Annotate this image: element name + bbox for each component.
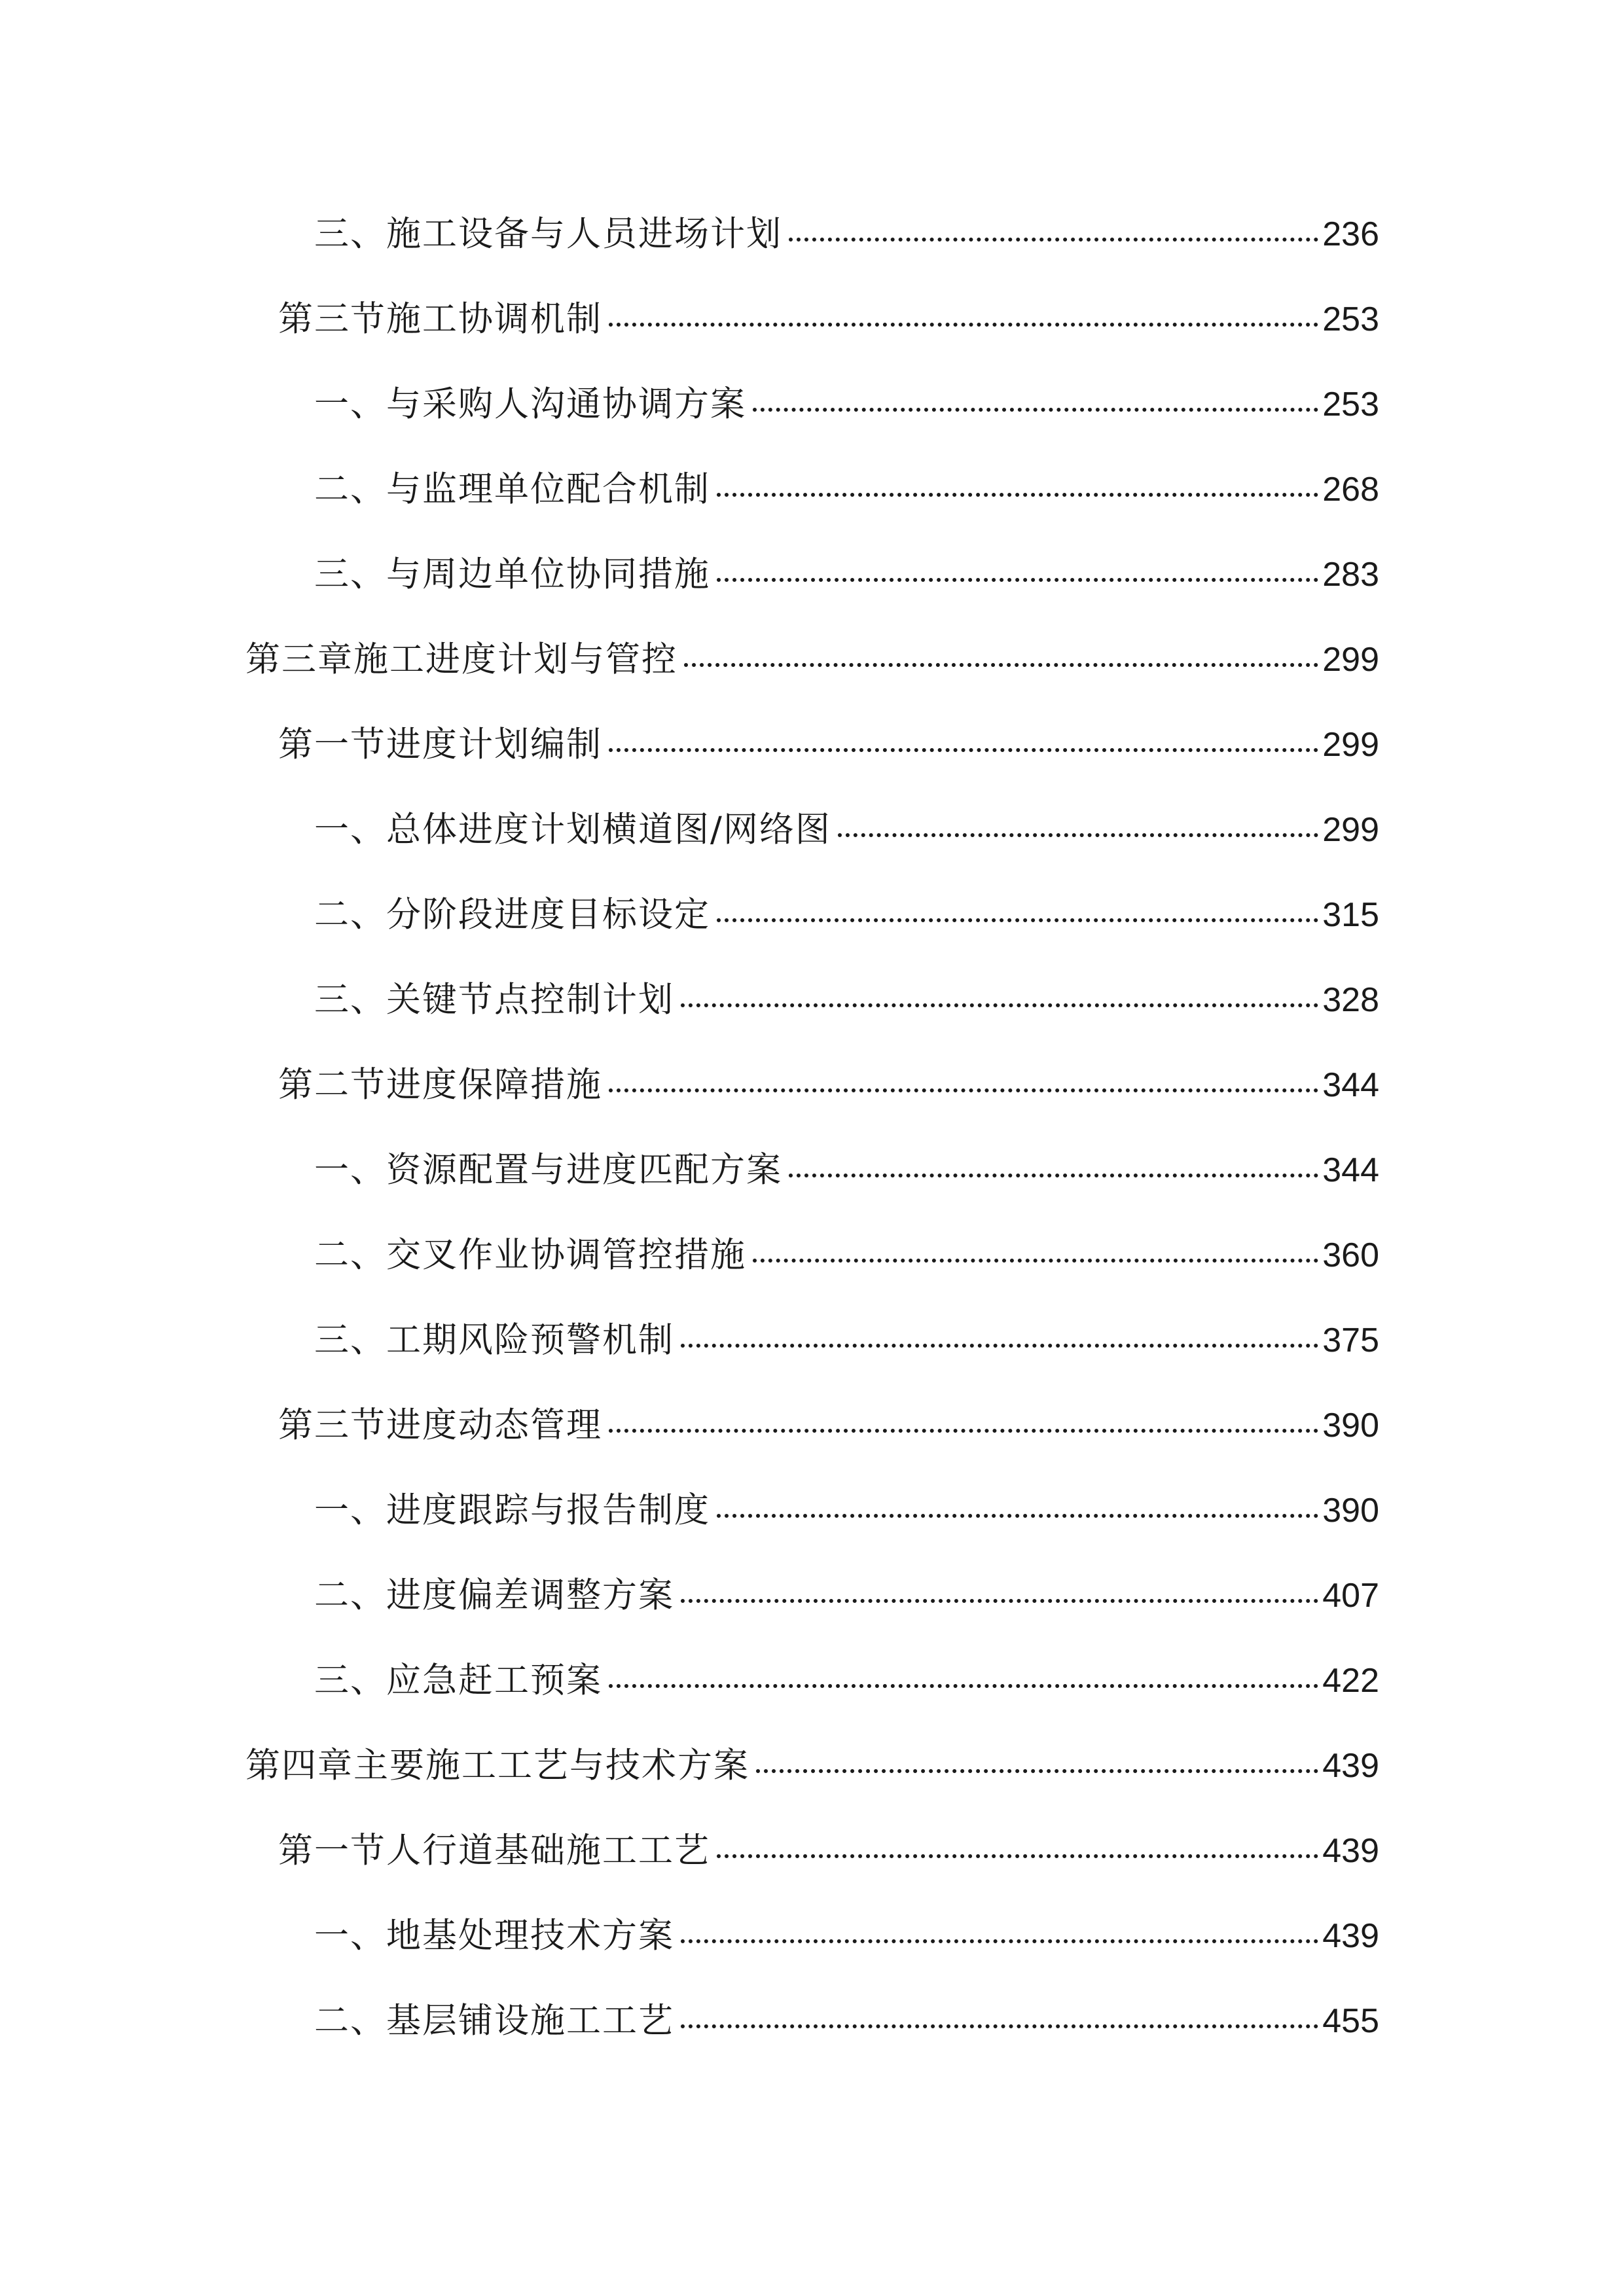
toc-dot-leader	[681, 1599, 1318, 1603]
toc-entry[interactable]	[245, 1995, 1379, 2080]
toc-entry-title: 第一节进度计划编制	[278, 725, 602, 764]
toc-entry[interactable]	[245, 1399, 1379, 1484]
toc-entry-title: 三、与周边单位协同措施	[314, 554, 710, 594]
toc-page-number: 422	[1322, 1662, 1379, 1700]
toc-dot-leader	[681, 1344, 1318, 1348]
toc-dot-leader	[681, 2024, 1318, 2028]
toc-dot-leader	[753, 408, 1318, 412]
toc-dot-leader	[838, 833, 1318, 837]
toc-entry[interactable]	[245, 1570, 1379, 1655]
toc-page-number: 439	[1322, 1832, 1379, 1870]
toc-page-number: 455	[1322, 2002, 1379, 2040]
toc-entry[interactable]	[245, 1229, 1379, 1314]
toc-entry-title: 三、工期风险预警机制	[314, 1320, 674, 1360]
toc-entry-title: 一、总体进度计划横道图/网络图	[314, 810, 831, 850]
toc-dot-leader	[609, 748, 1318, 752]
toc-entry[interactable]	[245, 719, 1379, 804]
toc-page-number: 253	[1322, 386, 1379, 423]
toc-entry[interactable]	[245, 1825, 1379, 1910]
toc-entry-title: 三、应急赶工预案	[314, 1660, 602, 1700]
toc-entry-title: 第二节进度保障措施	[278, 1065, 602, 1105]
toc-entry-title: 第三节进度动态管理	[278, 1405, 602, 1445]
toc-page-number: 375	[1322, 1321, 1379, 1359]
toc-entry-title: 一、资源配置与进度匹配方案	[314, 1150, 782, 1190]
toc-entry-title: 一、进度跟踪与报告制度	[314, 1490, 710, 1530]
toc-dot-leader	[756, 1769, 1318, 1773]
toc-dot-leader	[753, 1259, 1318, 1263]
toc-page-number: 328	[1322, 981, 1379, 1019]
toc-entry[interactable]	[245, 974, 1379, 1059]
toc-entry[interactable]	[245, 1144, 1379, 1229]
toc-dot-leader	[681, 1003, 1318, 1007]
toc-entry-title: 三、施工设备与人员进场计划	[314, 214, 782, 254]
toc-dot-leader	[609, 1429, 1318, 1433]
toc-entry-title: 第四章主要施工工艺与技术方案	[245, 1746, 749, 1785]
table-of-contents	[245, 208, 1379, 2080]
toc-entry-title: 二、分阶段进度目标设定	[314, 895, 710, 935]
toc-entry[interactable]	[245, 1655, 1379, 1740]
toc-page-number: 344	[1322, 1151, 1379, 1189]
toc-entry[interactable]	[245, 1314, 1379, 1399]
toc-dot-leader	[717, 493, 1318, 497]
toc-entry[interactable]	[245, 293, 1379, 378]
toc-dot-leader	[717, 1514, 1318, 1518]
toc-entry-title: 二、进度偏差调整方案	[314, 1575, 674, 1615]
toc-page-number: 360	[1322, 1236, 1379, 1274]
toc-entry-title: 二、基层铺设施工工艺	[314, 2001, 674, 2041]
toc-page-number: 390	[1322, 1407, 1379, 1444]
toc-dot-leader	[681, 1939, 1318, 1943]
toc-entry[interactable]	[245, 1059, 1379, 1144]
toc-page-number: 299	[1322, 641, 1379, 679]
toc-dot-leader	[609, 1088, 1318, 1092]
toc-entry[interactable]	[245, 889, 1379, 974]
toc-dot-leader	[717, 918, 1318, 922]
toc-entry-title: 二、交叉作业协调管控措施	[314, 1235, 746, 1275]
toc-dot-leader	[684, 663, 1318, 667]
toc-entry[interactable]	[245, 804, 1379, 889]
toc-entry-title: 第三章施工进度计划与管控	[245, 639, 677, 679]
toc-page-number: 407	[1322, 1577, 1379, 1615]
toc-entry[interactable]	[245, 548, 1379, 634]
toc-page-number: 268	[1322, 471, 1379, 509]
toc-page-number: 283	[1322, 556, 1379, 594]
toc-page-number: 439	[1322, 1747, 1379, 1785]
toc-entry[interactable]	[245, 208, 1379, 293]
toc-dot-leader	[717, 1854, 1318, 1858]
toc-entry-title: 第三节施工协调机制	[278, 299, 602, 339]
toc-page-number: 236	[1322, 215, 1379, 253]
toc-page-number: 315	[1322, 896, 1379, 934]
toc-page-number: 390	[1322, 1492, 1379, 1530]
toc-entry-title: 三、关键节点控制计划	[314, 980, 674, 1020]
toc-page-number: 344	[1322, 1066, 1379, 1104]
toc-entry-title: 第一节人行道基础施工工艺	[278, 1831, 710, 1871]
toc-page-number: 253	[1322, 300, 1379, 338]
toc-dot-leader	[789, 238, 1318, 242]
toc-entry-title: 一、与采购人沟通协调方案	[314, 384, 746, 424]
toc-entry[interactable]	[245, 463, 1379, 548]
toc-page-number: 299	[1322, 811, 1379, 849]
toc-dot-leader	[609, 323, 1318, 327]
toc-entry[interactable]	[245, 634, 1379, 719]
toc-entry[interactable]	[245, 378, 1379, 463]
toc-entry[interactable]	[245, 1484, 1379, 1570]
toc-page-number: 439	[1322, 1917, 1379, 1955]
toc-dot-leader	[789, 1174, 1318, 1177]
toc-entry[interactable]	[245, 1740, 1379, 1825]
toc-entry-title: 一、地基处理技术方案	[314, 1916, 674, 1956]
toc-entry-title: 二、与监理单位配合机制	[314, 469, 710, 509]
toc-dot-leader	[609, 1684, 1318, 1688]
toc-entry[interactable]	[245, 1910, 1379, 1995]
toc-dot-leader	[717, 578, 1318, 582]
toc-page-number: 299	[1322, 726, 1379, 764]
